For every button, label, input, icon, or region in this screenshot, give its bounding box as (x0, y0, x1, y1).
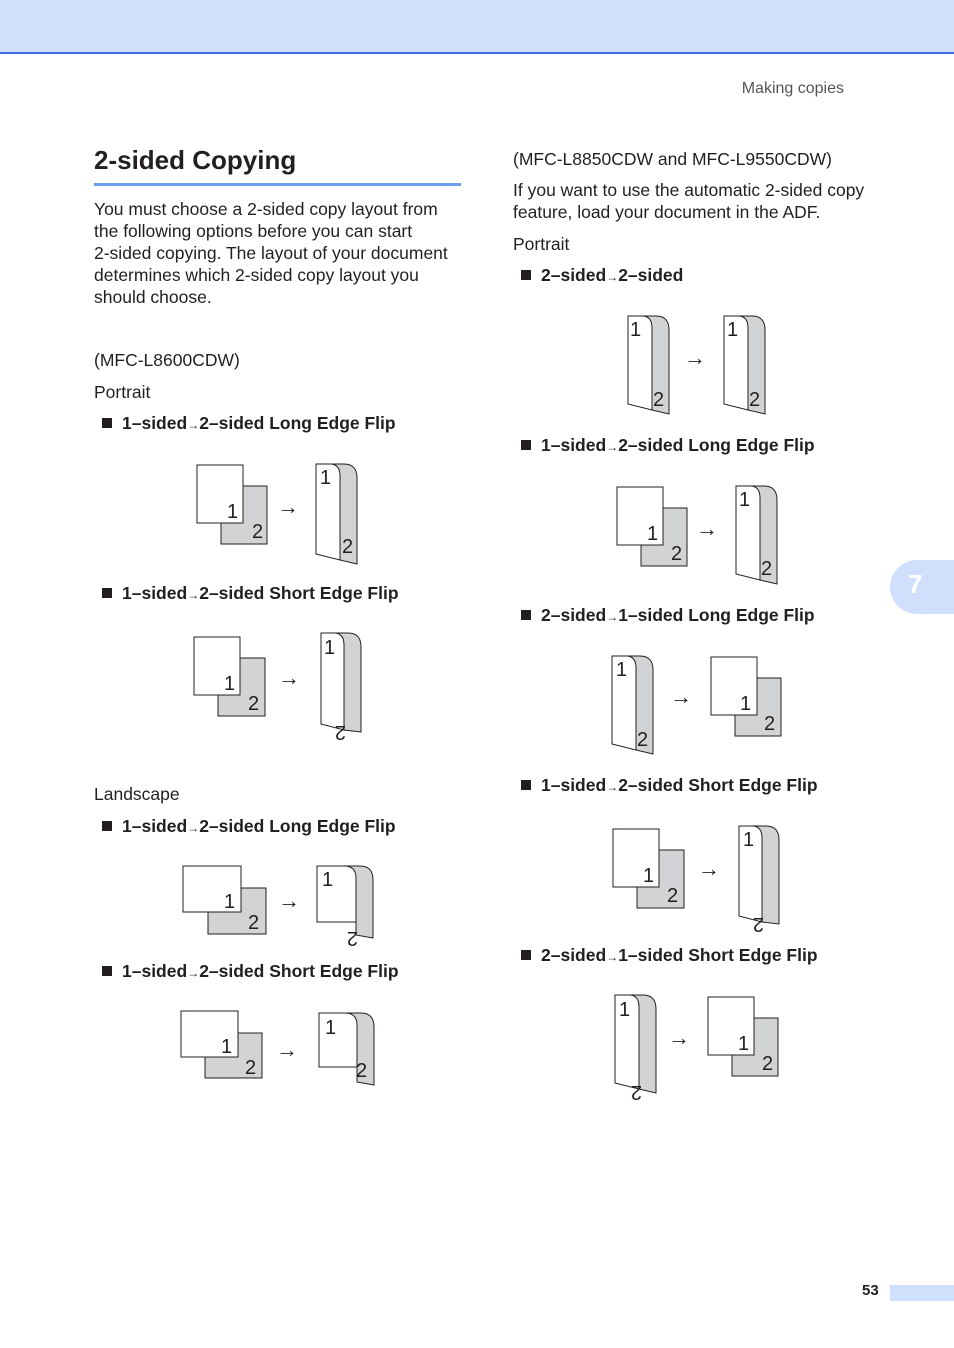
diagram-right-1to2-short (606, 822, 786, 935)
diagram-portrait-1to2-long (190, 458, 370, 568)
diagram-right-1to2-long (610, 480, 790, 590)
svg-text:2: 2 (667, 885, 679, 907)
svg-text:2: 2 (761, 558, 773, 580)
diagram-landscape-1to2-short (176, 1005, 378, 1089)
diagram-right-2to1-short (610, 990, 786, 1103)
bullet-square-icon (521, 270, 531, 280)
bullet-square-icon (102, 418, 112, 428)
intro-line: If you want to use the automatic 2-sided copy (513, 180, 865, 200)
svg-text:1: 1 (619, 999, 631, 1021)
section-title: 2-sided Copying (94, 144, 461, 186)
chapter-number: 7 (908, 569, 923, 599)
svg-text:1: 1 (740, 693, 752, 715)
bullet-square-icon (102, 966, 112, 976)
running-head: Making copies (741, 80, 844, 97)
svg-text:2: 2 (752, 913, 764, 935)
svg-text:2: 2 (356, 1060, 368, 1082)
svg-text:1: 1 (616, 659, 628, 681)
svg-text:2: 2 (248, 912, 260, 934)
bullet-square-icon (102, 588, 112, 598)
svg-text:1: 1 (647, 523, 659, 545)
intro-line: You must choose a 2-sided copy layout from (94, 199, 438, 219)
intro-line: should choose. (94, 287, 212, 307)
bullet-square-icon (521, 610, 531, 620)
svg-text:2: 2 (749, 389, 761, 411)
svg-text:→: → (696, 516, 718, 541)
option-heading: 1–sided→2–sided Short Edge Flip (521, 774, 818, 798)
diagram-right-2to2 (620, 310, 780, 416)
intro-line: the following options before you can start (94, 221, 413, 241)
left-portrait-label: Portrait (94, 382, 151, 402)
svg-text:2: 2 (653, 389, 665, 411)
svg-text:1: 1 (727, 319, 739, 341)
page-number: 53 (862, 1282, 879, 1299)
option-heading: 2–sided→1–sided Long Edge Flip (521, 604, 815, 628)
left-landscape-label: Landscape (94, 784, 180, 804)
svg-text:1: 1 (739, 489, 751, 511)
svg-text:1: 1 (227, 501, 239, 523)
left-model-label: (MFC-L8600CDW) (94, 350, 240, 370)
option-heading: 1–sided→2–sided Long Edge Flip (102, 412, 396, 436)
intro-line: determines which 2-sided copy layout you (94, 265, 419, 285)
option-heading: 1–sided→2–sided Short Edge Flip (102, 960, 399, 984)
diagram-right-2to1-long (606, 650, 786, 760)
svg-text:2: 2 (346, 927, 358, 949)
right-intro-paragraph (513, 179, 893, 223)
svg-text:2: 2 (342, 536, 354, 558)
svg-text:→: → (698, 856, 720, 881)
svg-text:→: → (684, 345, 706, 370)
svg-text:→: → (668, 1025, 690, 1050)
svg-text:1: 1 (224, 891, 236, 913)
svg-text:→: → (278, 888, 300, 913)
svg-text:2: 2 (334, 721, 346, 743)
svg-text:2: 2 (245, 1057, 257, 1079)
top-header-band (0, 0, 954, 54)
bullet-square-icon (521, 780, 531, 790)
option-heading: 1–sided→2–sided Long Edge Flip (521, 434, 815, 458)
intro-line: feature, load your document in the ADF. (513, 202, 821, 222)
chapter-tab (890, 560, 954, 614)
svg-text:2: 2 (248, 693, 260, 715)
svg-text:2: 2 (252, 521, 264, 543)
right-portrait-label: Portrait (513, 234, 570, 254)
svg-text:1: 1 (224, 673, 236, 695)
svg-text:2: 2 (762, 1053, 774, 1075)
svg-text:2: 2 (630, 1081, 642, 1103)
svg-text:1: 1 (320, 467, 332, 489)
right-model-label: (MFC-L8850CDW and MFC-L9550CDW) (513, 149, 832, 169)
svg-text:1: 1 (643, 865, 655, 887)
option-heading: 2–sided→1–sided Short Edge Flip (521, 944, 818, 968)
svg-text:→: → (277, 494, 299, 519)
left-intro-paragraph (94, 198, 464, 308)
svg-text:→: → (670, 684, 692, 709)
option-heading: 2–sided→2–sided (521, 264, 683, 288)
diagram-landscape-1to2-long (178, 860, 378, 949)
option-heading: 1–sided→2–sided Short Edge Flip (102, 582, 399, 606)
intro-line: 2-sided copying. The layout of your document (94, 243, 448, 263)
svg-text:1: 1 (743, 829, 755, 851)
svg-text:2: 2 (764, 713, 776, 735)
svg-text:→: → (276, 1037, 298, 1062)
svg-text:1: 1 (324, 637, 336, 659)
bullet-square-icon (521, 440, 531, 450)
svg-text:1: 1 (738, 1033, 750, 1055)
svg-text:1: 1 (221, 1036, 233, 1058)
page-number-bar (890, 1285, 954, 1301)
svg-text:2: 2 (671, 543, 683, 565)
svg-text:→: → (278, 665, 300, 690)
bullet-square-icon (102, 821, 112, 831)
diagram-portrait-1to2-short (188, 630, 368, 743)
svg-text:2: 2 (637, 729, 649, 751)
svg-text:1: 1 (325, 1017, 337, 1039)
option-heading: 1–sided→2–sided Long Edge Flip (102, 815, 396, 839)
svg-text:1: 1 (630, 319, 642, 341)
svg-text:1: 1 (322, 869, 334, 891)
bullet-square-icon (521, 950, 531, 960)
